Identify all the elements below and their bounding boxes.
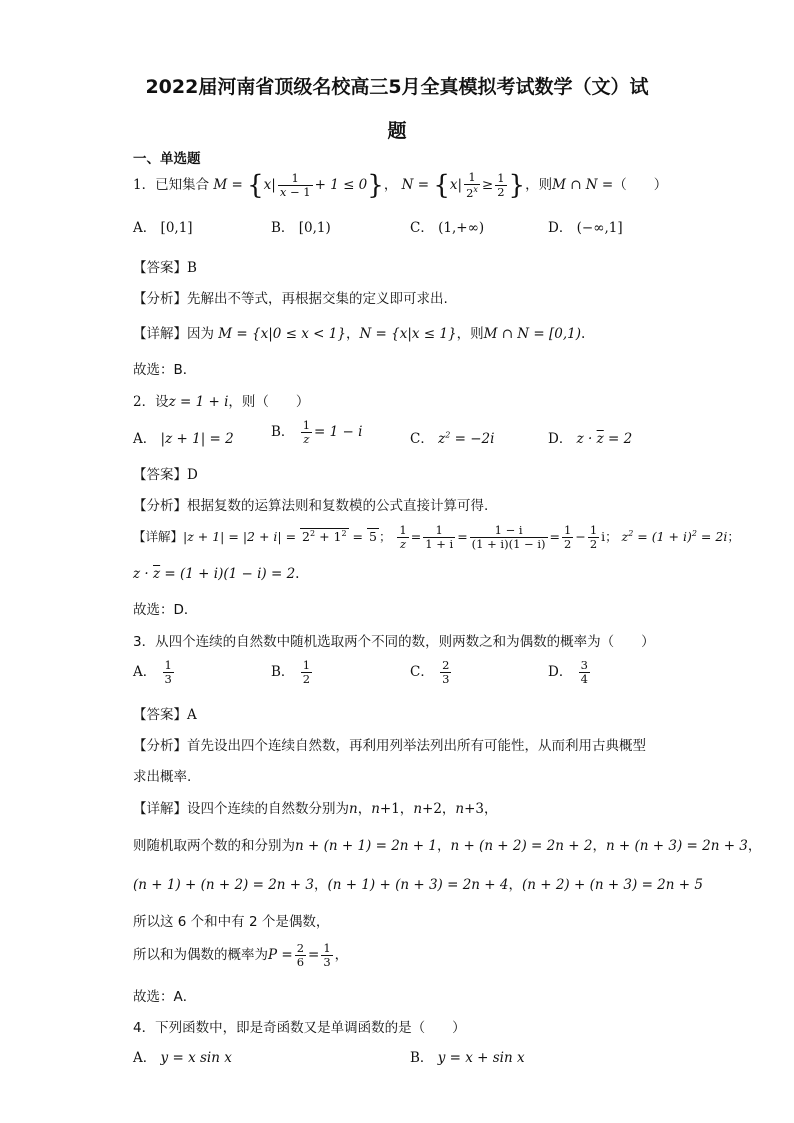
q2-option-d: D． $z \cdot \overline{z} = 2$ xyxy=(548,431,633,447)
q1-option-b: B． [0,1) xyxy=(271,220,331,236)
q1-stem-a: 已知集合 xyxy=(155,177,210,194)
q2-answer: 【答案】D xyxy=(133,467,198,483)
q1-option-d: D． (−∞,1] xyxy=(548,220,623,236)
q3-detail-1: 【详解】设四个连续的自然数分别为n，n+1，n+2，n+3， xyxy=(133,801,498,817)
q1-choose: 故选：B． xyxy=(133,362,197,378)
doc-title-line-1: 2022届河南省顶级名校高三5月全真模拟考试数学（文）试 xyxy=(145,76,649,98)
q3-stem: 3．从四个连续的自然数中随机选取两个不同的数，则两数之和为偶数的概率为（ ） xyxy=(133,634,655,650)
q1-answer: 【答案】B xyxy=(133,260,197,276)
q3-analysis-2: 求出概率. xyxy=(133,769,192,785)
q2-option-b: B． $\frac{1}{z}$ = 1 − i xyxy=(271,418,363,447)
q3-detail-2: 则随机取两个数的和分别为n + (n + 1) = 2n + 1，n + (n + 2) = 2n + 2，n + (n + 3) = 2n + 3， xyxy=(133,838,762,854)
q1-analysis: 【分析】先解出不等式，再根据交集的定义即可求出. xyxy=(133,291,448,307)
q3-answer: 【答案】A xyxy=(133,707,197,723)
q2-stem: 2．设z = 1 + i，则（ ） xyxy=(133,394,310,410)
q1-number: 1． xyxy=(133,177,156,194)
q1-expr: M ∩ N = xyxy=(552,177,614,194)
q2-analysis: 【分析】根据复数的运算法则和复数模的公式直接计算可得. xyxy=(133,498,489,514)
q1-option-a: A． [0,1] xyxy=(133,220,193,236)
q3-option-c: C． $\frac{2}{3}$ xyxy=(410,658,450,687)
q4-option-b: B． y = x + sin x xyxy=(410,1050,525,1066)
q3-detail-3: (n + 1) + (n + 2) = 2n + 3，(n + 1) + (n + 3) = 2n + 4，(n + 2) + (n + 3) = 2n + 5 xyxy=(133,877,703,893)
q1-stem-c: （ ） xyxy=(613,177,668,194)
q3-probability: 所以和为偶数的概率为P = $\frac{2}{6}$ = $\frac{1}{3}$ ， xyxy=(133,941,349,970)
q1-stem-b: ，则 xyxy=(525,177,553,194)
q3-analysis-1: 【分析】首先设出四个连续自然数，再利用列举法列出所有可能性，从而利用古典概型 xyxy=(133,738,646,754)
q2-choose: 故选：D． xyxy=(133,602,198,618)
q4-option-a: A． y = x sin x xyxy=(133,1050,232,1066)
q1-stem: 1．已知集合 M = {x| $\frac{1}{x - 1}$ + 1 ≤ 0}， N = {x| $\frac{1}{2^x}$ ≥ $\frac{1}{2}$ }，则M ∩ N =（ ） xyxy=(133,170,668,201)
q2-detail: 【详解】$|z + 1| = |2 + i| = 2^2 + 1^2 = 5$ ； $\frac{1}{z}$ = $\frac{1}{1 + i}$ = $\frac{1 - i}{(1 + i)(1 - i)}$ = $\frac{1}{2}$ − $\frac{1}{2}$ i； $z^2 = (1 + i)^2 = 2i$； xyxy=(133,523,740,552)
q2-detail-cont: $z \cdot \overline{z} = (1 + i)(1 - i) = 2$. xyxy=(133,566,300,582)
q3-count: 所以这 6 个和中有 2 个是偶数， xyxy=(133,914,330,930)
q3-option-b: B． $\frac{1}{2}$ xyxy=(271,658,311,687)
doc-title-line-2: 题 xyxy=(387,120,407,142)
q2-option-a: A． |z + 1| = 2 xyxy=(133,431,234,447)
q1-detail: 【详解】因为 M = {x|0 ≤ x < 1}，N = {x|x ≤ 1}，则M ∩ N = [0,1). xyxy=(133,326,586,342)
q3-option-d: D． $\frac{3}{4}$ xyxy=(548,658,588,687)
q1-option-c: C． (1,+∞) xyxy=(410,220,485,236)
q2-option-c: C． $z^2 = -2i$ xyxy=(410,430,495,447)
section-heading: 一、单选题 xyxy=(133,151,201,167)
q1-set-n: N = {x| $\frac{1}{2^x}$ ≥ $\frac{1}{2}$ } xyxy=(401,170,526,201)
q3-choose: 故选：A． xyxy=(133,989,197,1005)
q4-stem: 4．下列函数中，即是奇函数又是单调函数的是（ ） xyxy=(133,1020,466,1036)
q1-set-m: M = {x| $\frac{1}{x - 1}$ + 1 ≤ 0} xyxy=(213,170,384,201)
q3-option-a: A． $\frac{1}{3}$ xyxy=(133,658,172,687)
